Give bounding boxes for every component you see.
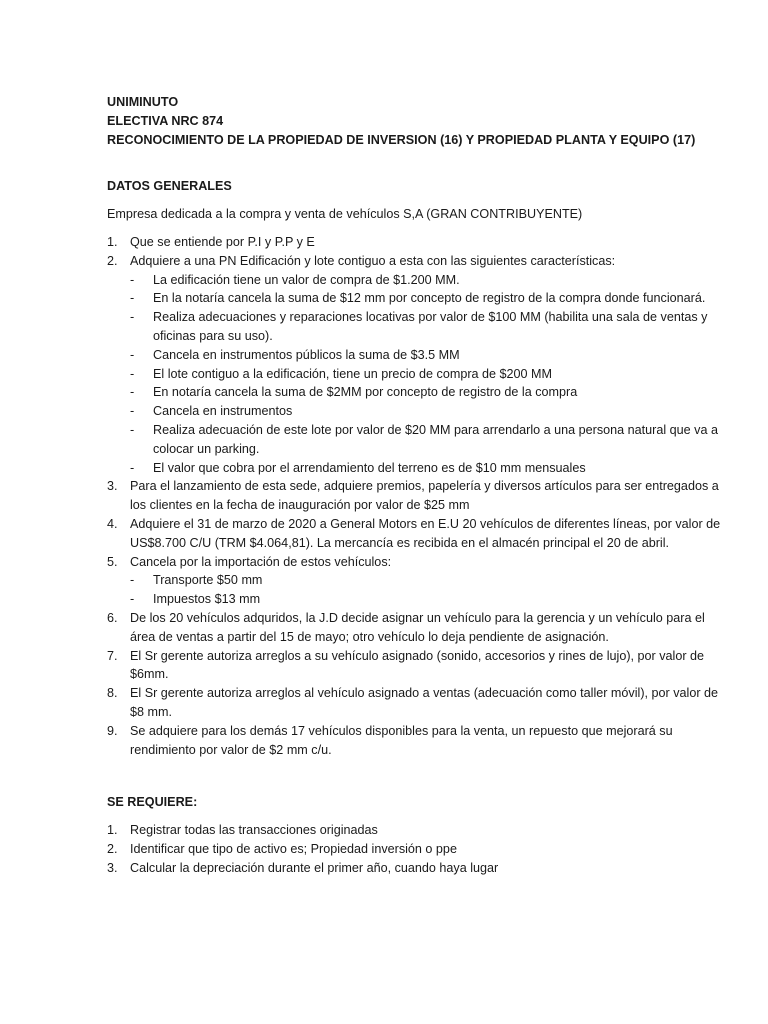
- section-title-datos: DATOS GENERALES: [107, 179, 232, 194]
- institution-name: UNIMINUTO: [107, 95, 179, 109]
- item-number: 4.: [107, 516, 118, 531]
- list-item: [107, 722, 728, 760]
- list-item: [107, 859, 728, 878]
- item-number: 6.: [107, 610, 118, 625]
- dash-marker: -: [130, 422, 135, 437]
- dash-marker: -: [130, 347, 135, 362]
- item-number: 2.: [107, 253, 118, 268]
- item-text: Que se entiende por P.I y P.P y E: [130, 234, 315, 249]
- sub-item-text: Realiza adecuaciones y reparaciones locativas por valor de $100 MM (habilita una sala de ventas y oficinas para su uso).: [153, 310, 708, 343]
- dash-marker: -: [130, 291, 135, 306]
- list-item: [107, 233, 728, 252]
- sub-item: [130, 590, 728, 609]
- course-code: ELECTIVA NRC 874: [107, 113, 224, 128]
- sub-item-text: Cancela en instrumentos: [153, 404, 293, 419]
- sub-item-text: El lote contiguo a la edificación, tiene un precio de compra de $200 MM: [153, 366, 553, 381]
- dash-marker: -: [130, 592, 135, 607]
- item-text: Adquiere el 31 de marzo de 2020 a General Motors en E.U 20 vehículos de diferentes líneas, por valor de US$8.700 C/U (TRM $4.064,81). La mercancía es recibida en el almacén principal el 20 de abril.: [130, 516, 721, 550]
- dash-marker: -: [130, 404, 135, 419]
- item-number: 8.: [107, 686, 118, 701]
- sub-item: [130, 308, 728, 346]
- list-item: [107, 840, 728, 859]
- item-text: Adquiere a una PN Edificación y lote contiguo a esta con las siguientes características:: [130, 253, 616, 268]
- sub-item: [130, 402, 728, 421]
- item-text: Para el lanzamiento de esta sede, adquiere premios, papelería y diversos artículos para ser entregados a los clientes en la fecha de inauguración por valor de $25 mm: [130, 479, 719, 513]
- dash-marker: -: [130, 272, 135, 287]
- dash-marker: -: [130, 366, 135, 381]
- list-item: [107, 515, 728, 553]
- sub-item: [130, 365, 728, 384]
- item-number: 7.: [107, 648, 118, 663]
- item-number: 9.: [107, 723, 118, 738]
- item-number: 1.: [107, 823, 118, 838]
- sub-item-text: En la notaría cancela la suma de $12 mm por concepto de registro de la compra donde funcionará.: [153, 291, 706, 306]
- sub-item: [130, 346, 728, 365]
- company-description: Empresa dedicada a la compra y venta de vehículos S,A (GRAN CONTRIBUYENTE): [107, 207, 583, 222]
- sub-item: [130, 289, 728, 308]
- item-text: Identificar que tipo de activo es; Propiedad inversión o ppe: [130, 841, 457, 856]
- requirements-list: [107, 821, 728, 877]
- item-number: 3.: [107, 479, 118, 494]
- item-number: 5.: [107, 554, 118, 569]
- sub-item: [130, 271, 728, 290]
- item-number: 1.: [107, 234, 118, 249]
- sub-item-text: Transporte $50 mm: [153, 573, 263, 588]
- questions-list: [107, 233, 728, 759]
- item-text: Se adquiere para los demás 17 vehículos disponibles para la venta, un repuesto que mejorará su rendimiento por valor de $2 mm c/u.: [130, 723, 673, 757]
- sub-item: [130, 383, 728, 402]
- sub-item-text: En notaría cancela la suma de $2MM por concepto de registro de la compra: [153, 385, 578, 400]
- list-item: [107, 553, 728, 609]
- list-item: [107, 477, 728, 515]
- sub-item: [130, 571, 728, 590]
- sub-item: [130, 421, 728, 459]
- sub-item-text: Cancela en instrumentos públicos la suma de $3.5 MM: [153, 347, 460, 362]
- item-text: Registrar todas las transacciones originadas: [130, 823, 378, 838]
- list-item: [107, 609, 728, 647]
- item-number: 2.: [107, 841, 118, 856]
- list-item: [107, 252, 728, 478]
- item-number: 3.: [107, 860, 118, 875]
- sub-item-text: La edificación tiene un valor de compra de $1.200 MM.: [153, 272, 460, 287]
- sub-item: [130, 459, 728, 478]
- list-item: [107, 684, 728, 722]
- document-title: RECONOCIMIENTO DE LA PROPIEDAD DE INVERSION (16) Y PROPIEDAD PLANTA Y EQUIPO (17): [107, 132, 696, 147]
- item-text: Cancela por la importación de estos vehículos:: [130, 554, 392, 569]
- item-text: El Sr gerente autoriza arreglos al vehículo asignado a ventas (adecuación como taller móvil), por valor de $8 mm.: [130, 686, 719, 719]
- sub-list: [130, 271, 728, 478]
- item-text: De los 20 vehículos adquridos, la J.D decide asignar un vehículo para la gerencia y un vehículo para el área de ventas a partir del 15 de mayo; otro vehículo lo deja pendiente de asignación.: [130, 610, 705, 644]
- dash-marker: -: [130, 573, 135, 588]
- sub-item-text: Realiza adecuación de este lote por valor de $20 MM para arrendarlo a una persona natural que va a colocar un parking.: [153, 422, 718, 456]
- sub-list: [130, 571, 728, 609]
- dash-marker: -: [130, 310, 135, 325]
- sub-item-text: Impuestos $13 mm: [153, 592, 261, 607]
- item-text: Calcular la depreciación durante el primer año, cuando haya lugar: [130, 860, 499, 875]
- sub-item-text: El valor que cobra por el arrendamiento del terreno es de $10 mm mensuales: [153, 460, 586, 475]
- dash-marker: -: [130, 460, 135, 475]
- item-text: El Sr gerente autoriza arreglos a su vehículo asignado (sonido, accesorios y rines de lujo), por valor de $6mm.: [130, 648, 705, 682]
- list-item: [107, 821, 728, 840]
- section-title-requiere: SE REQUIERE:: [107, 795, 198, 810]
- dash-marker: -: [130, 385, 135, 400]
- list-item: [107, 647, 728, 685]
